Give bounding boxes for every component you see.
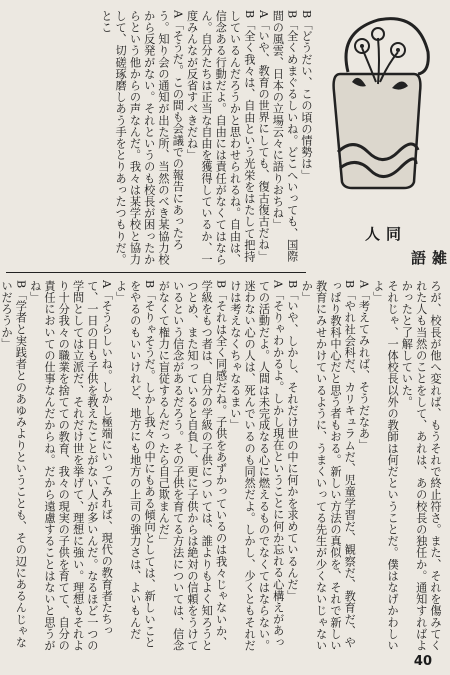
title-sub: 雑語 [409,250,448,279]
flower-vase-illustration [318,12,440,192]
lower-text-columns: ろが、校長が他へ変れば、もうそれで終止符さ。また、それを傷みてくれた人も当然のことをして、あれは、あの校長の独任か。通知すればよかったと了解していた。 それじゃ、一体校長以外の教師は何だということだ。僕はなげかわしいよ」 A「考えてみれば、そうだなあ」 B「やれ社会科だ、カリキュラムだ、児童学習だ、観察だ、教育だ、やっぱり教科中心だと思う者もおる。新しい方法の真似を、それで新しい教育にみせかけているように、うまくいってる先生が少くないじゃないか」 B「いや、しかし、それだけ世の中に何かを求めているんだ」 A「そりゃわかるよ。しかし現在ということに何か忘れる心構えがあっての活動だよ。人間は未完成なる心に燃えるものでなくてはならない。迷わない心の人は、死んでいるのも同然だよ。しかし、少くともそれだけは考えなくちゃなるまい」 B「それは全く同感だね。子供をあずかっているのは我々じゃないか、学級をもつ者は、自分の学級の子供については、誰よりもよく知ろうとつとめ、また知っていると自負し、更に子供からは絶対の信頼をうけているという信念があるだろう。その子供を育てる方法については、信念がなくて権力に盲従するんだったら自己欺まんだ」 B「そりゃそうだ。しかし我々の中にもある傾向としては、新しいことをやるのもいいけれど、地方にも地方の上司の強力さは、よいもんだよ」 A「そうらしいね。しかし極端にいってみれば、現代の教育者たちって、一日の日も子供を教えたことがない人が多いんだ。なるほど一つの学問としては立派だ、それだけ世を挙げて、理想に強い。理想もそれより十分我々の職業を捨てての教育、我々の現実の子供を育てて、自分の責任においての仕事なんだからね。だから遠慮することはないと思うがね」 B「学者と実践者とのあゆみよりということも、その辺にあるんじゃないだろうか」 [0,280,442,652]
title-main: 同人 [363,226,402,255]
page-number: 40 [413,654,432,669]
upper-text-columns: B「どうだい、この頃の情勢は」 B「全くめまぐるしいね。どこへいっても、国際間の風雲、日本の立場云々に語りおちね」 A「いや、教育の世界にしても、復古復古だね」 B「全く我々は、自由という光栄をはたして把持しているんだろうかと思わせられるね。自由は、信念ある行動だよ。自由には責任がなくてはならん。自分たちは正当な自由を獲得しているか、一度みんなが反省すべきだね」 A「そうだ。この間も会議での報告にあったろう。知り会の通知が出た所、当然のべき某協力校から反発がない。それというのも校長が困ったからという他からの声なんだ。我々は某学校と協力して、切磋琢磨しあう手をとりあったつもりだ。とこ [99,10,313,266]
section-divider [6,272,306,273]
